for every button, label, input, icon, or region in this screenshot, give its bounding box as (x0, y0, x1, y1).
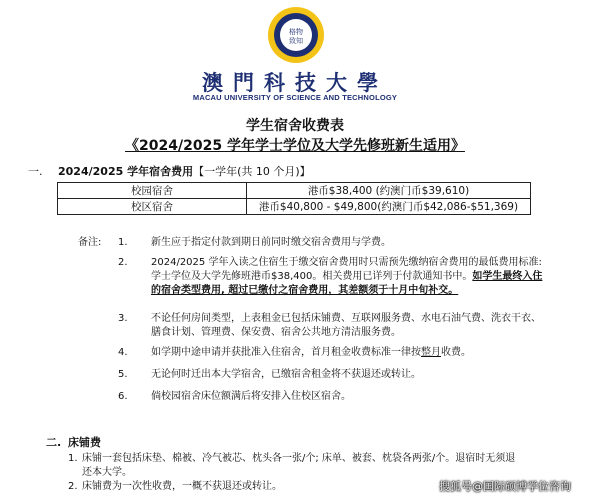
note-number: 3. (118, 313, 128, 324)
page-subtitle: 《2024/2025 学年学士学位及大学先修班新生适用》 (125, 138, 465, 154)
note-text: 不论任何房间类型，上表租金已包括床铺费、互联网服务费、水电石油气费、洗衣干衣、膳食计划、管理费、保安费、宿舍公共地方清洁服务费。 (151, 313, 541, 338)
section-label: 2024/2025 学年宿舍费用 (58, 165, 194, 178)
dorm-fee-cell: 港币$38,400 (约澳门币$39,610) (247, 183, 531, 199)
note-number: 1. (118, 237, 128, 248)
fee-table (57, 182, 531, 215)
university-seal-icon (267, 6, 325, 64)
table-row (58, 199, 531, 215)
university-name-en: MACAU UNIVERSITY OF SCIENCE AND TECHNOLOGY (192, 93, 398, 102)
section-label: 床铺费 (68, 436, 101, 449)
note-text-emphasis: 如学生最终入住的宿舍类型费用, 超过已缴付之宿舍费用，其差额须于十月中旬补交。 (151, 271, 543, 296)
seal-text-bottom: 致知 (289, 37, 303, 45)
watermark: 搜狐号@国际硕博学位咨询 (439, 480, 571, 493)
bedding-number: 2. (68, 481, 78, 492)
section-number: 二. (46, 436, 62, 449)
note-number: 6. (118, 391, 128, 402)
page-title: 学生宿舍收费表 (246, 118, 344, 134)
notes-label: 备注: (78, 237, 102, 248)
bedding-number: 1. (68, 453, 78, 464)
note-text-underline: 整月 (421, 347, 441, 358)
section-2-heading (46, 434, 101, 450)
university-name-cn: 澳門科技大學 (202, 70, 388, 95)
dorm-fee-cell: 港币$40,800 - $49,800(约澳门币$42,086-$51,369) (247, 199, 531, 215)
note-text-b: 收费。 (441, 347, 471, 358)
bedding-text: 床铺费为一次性收费，一概不获退还或转让。 (82, 481, 282, 492)
section-number: 一. (28, 165, 43, 178)
bedding-text: 床铺一套包括床垫、棉被、冷气被芯、枕头各一张/个; 床单、被套、枕袋各两张/个。退宿时无须退还本大学。 (82, 453, 516, 478)
note-number: 2. (118, 257, 128, 268)
seal-text-top: 格物 (289, 28, 303, 36)
note-text: 倘校园宿舍床位额满后将安排入住校区宿舍。 (151, 391, 351, 402)
section-1-heading (28, 163, 311, 179)
table-row (58, 183, 531, 199)
note-text: 无论何时迁出本大学宿舍，已缴宿舍租金将不获退还或转让。 (151, 369, 421, 380)
dorm-type-cell: 校区宿舍 (58, 199, 247, 215)
dorm-type-cell: 校园宿舍 (58, 183, 247, 199)
section-label-rest: 【一学年(共 10 个月)】 (193, 165, 311, 178)
note-text-plain: 2024/2025 学年入读之住宿生于缴交宿舍费用时只需预先缴纳宿舍费用的最低费用标准:学士学位及大学先修班港币$38,400。相关费用已详列于付款通知书中。 (151, 257, 542, 282)
note-number: 4. (118, 347, 128, 358)
note-text (151, 346, 547, 360)
note-text: 新生应于指定付款到期日前同时缴交宿舍费用与学费。 (151, 237, 391, 248)
note-text-a: 如学期中途申请并获批准入住宿舍，首月租金收费标准一律按 (151, 347, 421, 358)
note-number: 5. (118, 369, 128, 380)
note-text (151, 256, 547, 298)
